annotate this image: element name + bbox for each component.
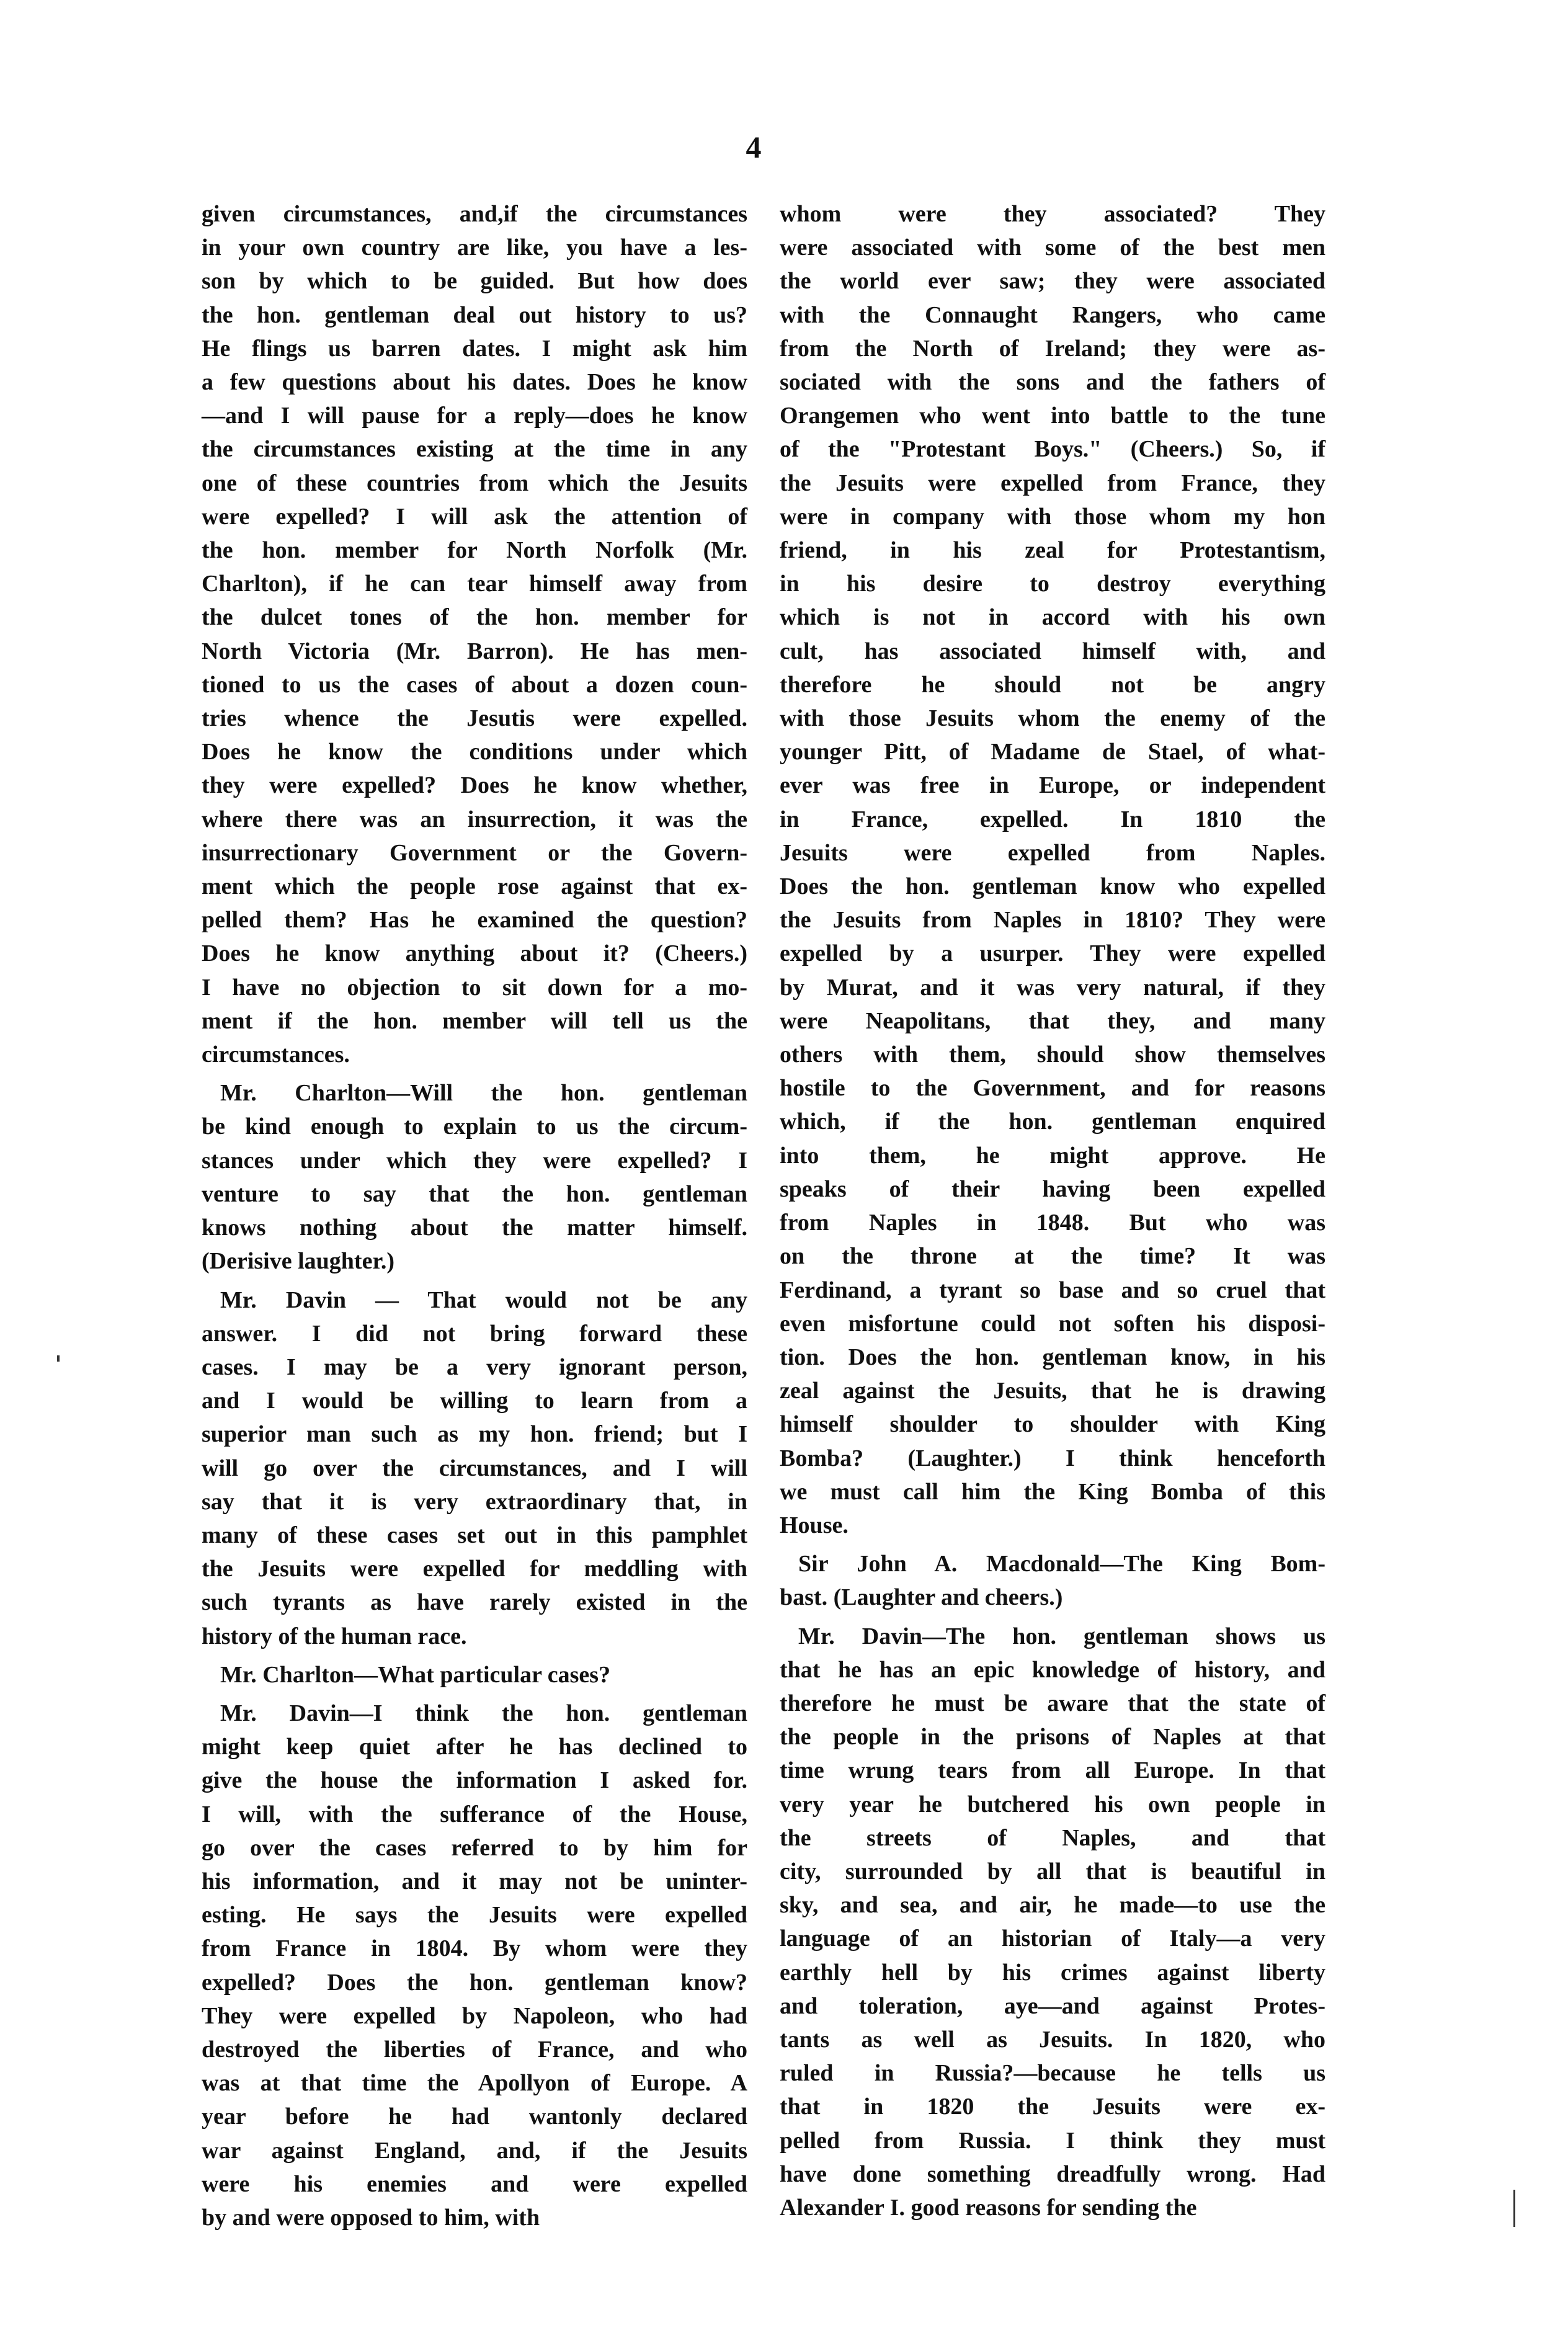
text-line: that in 1820 the Jesuits were ex- <box>780 2094 1325 2120</box>
text-line: (Derisive laughter.) <box>202 1248 394 1275</box>
text-line: go over the cases referred to by him for <box>202 1834 747 1861</box>
text-line: a few questions about his dates. Does he know <box>202 369 747 396</box>
text-line: in his desire to destroy everything <box>780 571 1325 597</box>
text-line: tants as well as Jesuits. In 1820, who <box>780 2026 1325 2053</box>
text-line: House. <box>780 1512 849 1538</box>
text-line: Jesuits were expelled from Naples. <box>780 839 1325 866</box>
text-line: Mr. Charlton—What particular cases? <box>220 1661 611 1688</box>
text-line: They were expelled by Napoleon, who had <box>202 2002 747 2029</box>
text-line: knows nothing about the matter himself. <box>202 1215 747 1241</box>
left-paragraph <box>202 1697 747 2234</box>
text-line: Mr. Davin—I think the hon. gentleman <box>220 1700 747 1726</box>
text-line: will go over the circumstances, and I will <box>202 1455 747 1481</box>
text-line: stances under which they were expelled? I <box>202 1147 747 1174</box>
right-paragraph <box>780 1620 1325 2225</box>
text-line: the Jesuits were expelled for meddling with <box>202 1556 747 1582</box>
text-line: destroyed the liberties of France, and who <box>202 2036 747 2063</box>
text-line: Mr. Charlton—Will the hon. gentleman <box>220 1080 747 1107</box>
text-line: tries whence the Jesutis were expelled. <box>202 705 747 732</box>
text-line: earthly hell by his crimes against liberty <box>780 1959 1325 1986</box>
text-line: speaks of their having been expelled <box>780 1176 1325 1202</box>
text-line: Mr. Davin—The hon. gentleman shows us <box>798 1623 1325 1649</box>
text-line: from France in 1804. By whom were they <box>202 1935 747 1962</box>
text-line: even misfortune could not soften his disposi- <box>780 1310 1325 1337</box>
margin-mark <box>1513 2190 1515 2227</box>
text-line: where there was an insurrection, it was the <box>202 806 747 832</box>
text-line: ever was free in Europe, or independent <box>780 772 1325 799</box>
text-line: were Neapolitans, that they, and many <box>780 1007 1325 1034</box>
text-line: from Naples in 1848. But who was <box>780 1210 1325 1236</box>
text-line: which, if the hon. gentleman enquired <box>780 1109 1325 1135</box>
text-line: I will, with the sufferance of the House, <box>202 1801 747 1827</box>
text-line: have done something dreadfully wrong. Had <box>780 2161 1325 2187</box>
text-line: ment which the people rose against that ex- <box>202 873 747 900</box>
text-line: they were expelled? Does he know whether, <box>202 772 747 799</box>
text-line: pelled them? Has he examined the question? <box>202 907 747 934</box>
text-line: that he has an epic knowledge of history, and <box>780 1656 1325 1683</box>
text-line: on the throne at the time? It was <box>780 1243 1325 1270</box>
text-line: pelled from Russia. I think they must <box>780 2127 1325 2154</box>
text-line: hostile to the Government, and for reasons <box>780 1075 1325 1102</box>
text-line: Does he know the conditions under which <box>202 739 747 765</box>
text-line: tioned to us the cases of about a dozen coun- <box>202 671 747 698</box>
text-line: from the North of Ireland; they were as- <box>780 335 1325 362</box>
text-line: expelled? Does the hon. gentleman know? <box>202 1969 747 1996</box>
text-line: venture to say that the hon. gentleman <box>202 1180 747 1207</box>
text-line: cases. I may be a very ignorant person, <box>202 1354 747 1380</box>
text-line: city, surrounded by all that is beautiful in <box>780 1858 1325 1885</box>
text-line: give the house the information I asked for. <box>202 1767 747 1794</box>
text-line: sky, and sea, and air, he made—to use the <box>780 1892 1325 1919</box>
text-line: answer. I did not bring forward these <box>202 1320 747 1347</box>
text-line: friend, in his zeal for Protestantism, <box>780 537 1325 564</box>
text-line: very year he butchered his own people in <box>780 1791 1325 1818</box>
text-line: his information, and it may not be uninter- <box>202 1868 747 1894</box>
text-line: say that it is very extraordinary that, in <box>202 1488 747 1515</box>
text-line: esting. He says the Jesuits were expelled <box>202 1902 747 1929</box>
text-line: into them, he might approve. He <box>780 1142 1325 1169</box>
text-line: —and I will pause for a reply—does he know <box>202 403 747 429</box>
text-line: therefore he should not be angry <box>780 671 1325 698</box>
text-line: Charlton), if he can tear himself away from <box>202 571 747 597</box>
text-line: therefore he must be aware that the state of <box>780 1690 1325 1716</box>
text-line: we must call him the King Bomba of this <box>780 1478 1325 1505</box>
text-line: superior man such as my hon. friend; but I <box>202 1421 747 1448</box>
text-line: the dulcet tones of the hon. member for <box>202 604 747 631</box>
text-line: expelled by a usurper. They were expelled <box>780 940 1325 967</box>
text-line: were expelled? I will ask the attention of <box>202 503 747 530</box>
text-line: and I would be willing to learn from a <box>202 1388 747 1414</box>
text-line: with those Jesuits whom the enemy of the <box>780 705 1325 732</box>
text-line: were associated with some of the best men <box>780 234 1325 261</box>
text-line: sociated with the sons and the fathers of <box>780 369 1325 396</box>
text-line: one of these countries from which the Jesuits <box>202 470 747 496</box>
text-line: Sir John A. Macdonald—The King Bom- <box>798 1551 1325 1577</box>
text-line: ment if the hon. member will tell us the <box>202 1007 747 1034</box>
margin-mark <box>57 1355 60 1362</box>
text-line: of the "Protestant Boys." (Cheers.) So, if <box>780 436 1325 463</box>
left-paragraph <box>202 1283 747 1653</box>
text-line: Alexander I. good reasons for sending the <box>780 2194 1197 2221</box>
left-paragraph <box>202 197 747 1071</box>
text-line: and toleration, aye—and against Protes- <box>780 1992 1325 2019</box>
text-line: zeal against the Jesuits, that he is drawing <box>780 1378 1325 1404</box>
text-line: Mr. Davin — That would not be any <box>220 1287 747 1313</box>
text-line: the Jesuits were expelled from France, they <box>780 470 1325 496</box>
text-line: others with them, should show themselves <box>780 1042 1325 1068</box>
text-line: younger Pitt, of Madame de Stael, of what- <box>780 739 1325 765</box>
text-line: the hon. gentleman deal out history to us? <box>202 301 747 328</box>
text-line: the hon. member for North Norfolk (Mr. <box>202 537 747 564</box>
text-line: be kind enough to explain to us the circum- <box>202 1113 747 1140</box>
text-line: whom were they associated? They <box>780 201 1325 227</box>
text-line: war against England, and, if the Jesuits <box>202 2137 747 2164</box>
text-line: Does the hon. gentleman know who expelled <box>780 873 1325 900</box>
text-line: He flings us barren dates. I might ask him <box>202 335 747 362</box>
text-line: such tyrants as have rarely existed in the <box>202 1589 747 1616</box>
text-line: Ferdinand, a tyrant so base and so cruel that <box>780 1277 1325 1303</box>
left-paragraph <box>202 1076 747 1278</box>
left-paragraph <box>202 1658 747 1692</box>
text-line: ruled in Russia?—because he tells us <box>780 2060 1325 2087</box>
text-line: given circumstances, and,if the circumstances <box>202 201 747 227</box>
text-line: circumstances. <box>202 1042 350 1068</box>
text-line: tion. Does the hon. gentleman know, in his <box>780 1344 1325 1370</box>
text-line: Bomba? (Laughter.) I think henceforth <box>780 1445 1325 1471</box>
text-line: son by which to be guided. But how does <box>202 268 747 295</box>
text-line: cult, has associated himself with, and <box>780 638 1325 664</box>
text-line: were in company with those whom my hon <box>780 503 1325 530</box>
text-line: time wrung tears from all Europe. In that <box>780 1757 1325 1784</box>
text-line: himself shoulder to shoulder with King <box>780 1411 1325 1438</box>
text-line: the Jesuits from Naples in 1810? They were <box>780 907 1325 934</box>
text-line: the world ever saw; they were associated <box>780 268 1325 295</box>
text-line: bast. (Laughter and cheers.) <box>780 1584 1063 1611</box>
text-line: I have no objection to sit down for a mo- <box>202 974 747 1001</box>
text-line: insurrectionary Government or the Govern- <box>202 839 747 866</box>
right-paragraph <box>780 197 1325 1542</box>
text-line: was at that time the Apollyon of Europe. A <box>202 2070 747 2097</box>
text-line: history of the human race. <box>202 1623 467 1649</box>
right-paragraph <box>780 1547 1325 1614</box>
text-line: might keep quiet after he has declined to <box>202 1734 747 1760</box>
text-line: the people in the prisons of Naples at that <box>780 1724 1325 1751</box>
right-column <box>780 197 1325 2224</box>
text-line: by Murat, and it was very natural, if they <box>780 974 1325 1001</box>
text-line: the circumstances existing at the time in any <box>202 436 747 463</box>
text-line: by and were opposed to him, with <box>202 2204 540 2231</box>
text-line: many of these cases set out in this pamphlet <box>202 1522 747 1548</box>
text-line: were his enemies and were expelled <box>202 2170 747 2197</box>
text-line: year before he had wantonly declared <box>202 2103 747 2130</box>
text-line: Does he know anything about it? (Cheers.) <box>202 940 747 967</box>
text-line: the streets of Naples, and that <box>780 1824 1325 1851</box>
text-line: which is not in accord with his own <box>780 604 1325 631</box>
text-line: in France, expelled. In 1810 the <box>780 806 1325 832</box>
text-line: with the Connaught Rangers, who came <box>780 301 1325 328</box>
left-column <box>202 197 747 2234</box>
page-number: 4 <box>746 130 762 164</box>
text-line: Orangemen who went into battle to the tune <box>780 403 1325 429</box>
text-line: in your own country are like, you have a les- <box>202 234 747 261</box>
text-line: North Victoria (Mr. Barron). He has men- <box>202 638 747 664</box>
text-line: language of an historian of Italy—a very <box>780 1925 1325 1952</box>
